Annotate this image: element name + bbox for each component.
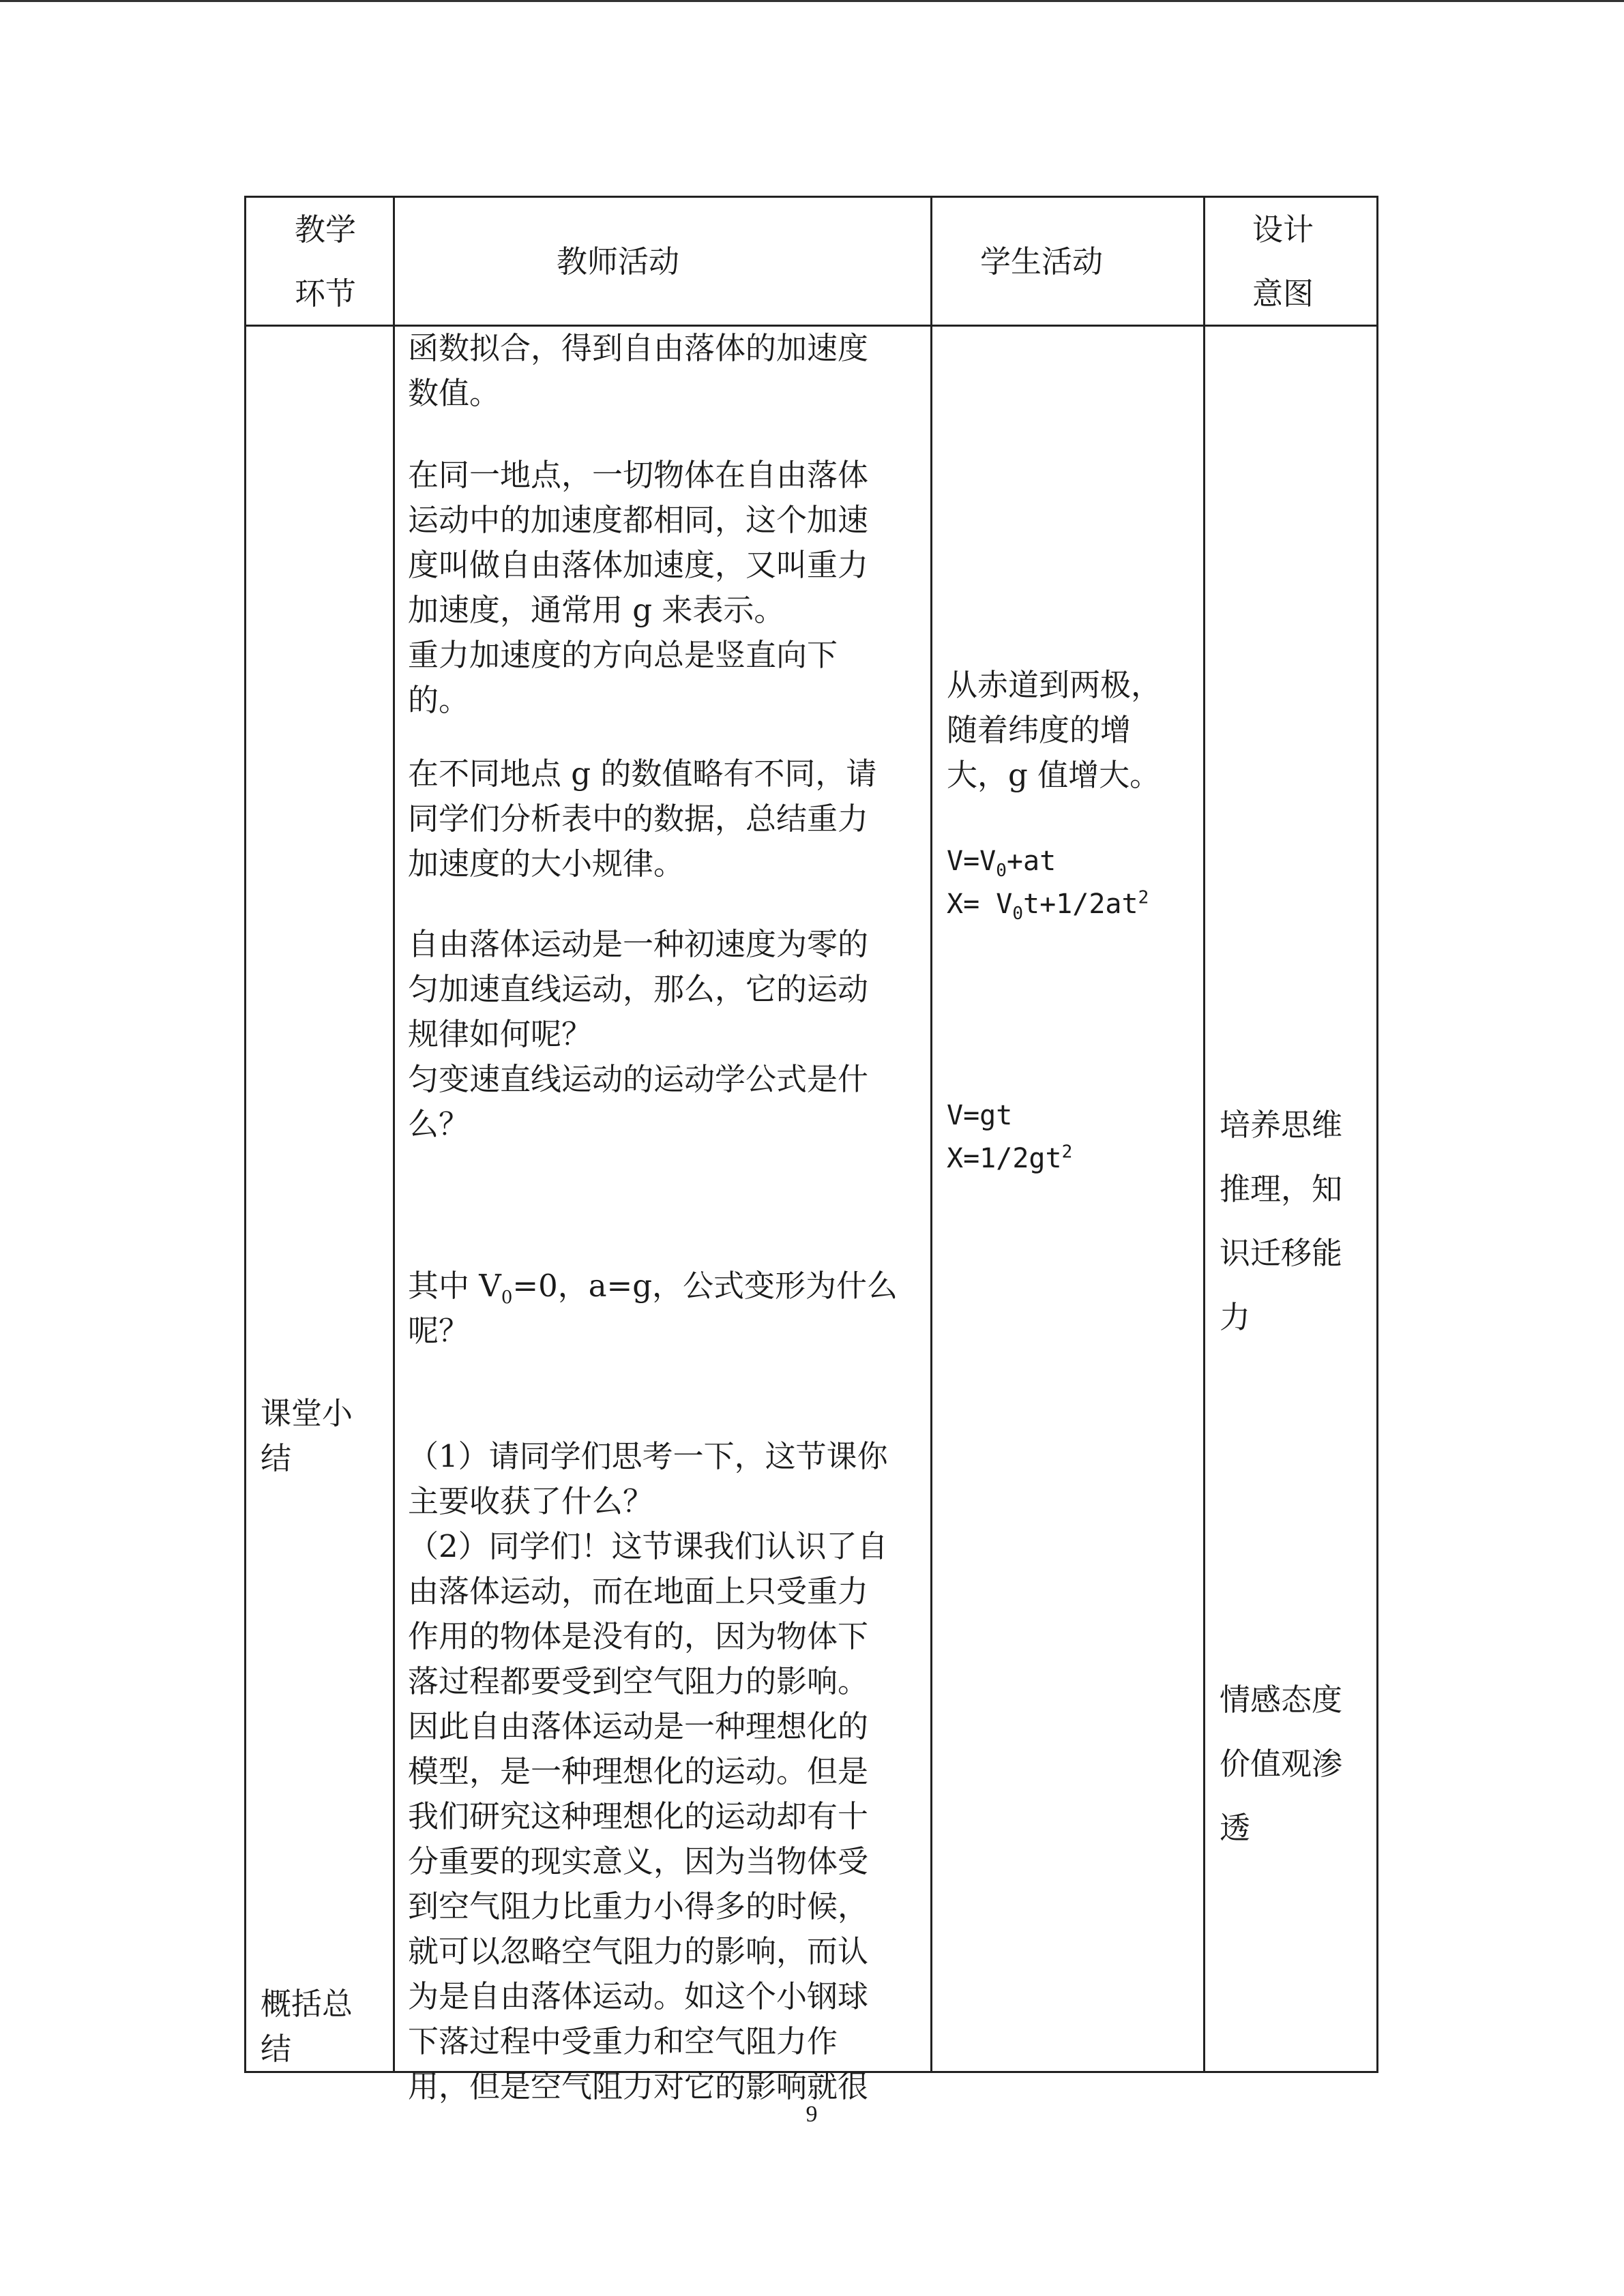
header-student-activity: 学生活动 [980, 243, 1104, 280]
table-divider-1 [393, 196, 395, 2073]
student-formula-free-fall-displacement: $X=1/2gt^2$ [947, 1142, 1073, 1174]
teacher-paragraph-6: （1）请同学们思考一下，这节课你 主要收获了什么？ （2）同学们！这节课我们认识了自 由落体运动，而在地面上只受重力 作用的物体是没有的，因为物体下 落过程都要受到空气阻力的影响。 因此自由落体运动是一种理想化的 模型，是一种理想化的运动。但是 我们研究这种理想化的运动却有十 分重要的现实意义，因为当物体受 到空气阻力比重力小得多的时候， 就可以忽略空气阻力的影响，而认 为是自由落体运动。如这个小钢球 下落过程中受重力和空气阻力作 用，但是空气阻力对它的影响就很 [408, 1438, 888, 2104]
teacher-paragraph-4: 自由落体运动是一种初速度为零的 匀加速直线运动，那么，它的运动 规律如何呢？ 匀变速直线运动的运动学公式是什 么？ [408, 926, 869, 1142]
student-formula-free-fall-velocity: V=gt [947, 1100, 1013, 1131]
design-intent-reasoning: 培养思维 推理，知 识迁移能 力 [1220, 1107, 1343, 1335]
header-teacher-activity: 教师活动 [557, 243, 680, 280]
teacher-paragraph-2: 在同一地点，一切物体在自由落体 运动中的加速度都相同，这个加速 度叫做自由落体加速度，又叫重力 加速度，通常用 g 来表示。 重力加速度的方向总是竖直向下 的。 [408, 457, 869, 718]
header-design-intent: 设计 意图 [1252, 211, 1314, 312]
header-stage: 教学 环节 [295, 211, 357, 312]
table-border-right [1376, 196, 1378, 2073]
table-divider-3 [1203, 196, 1205, 2073]
top-border [0, 0, 1624, 2]
table-border-top [244, 196, 1378, 198]
teacher-paragraph-5: 其中 $V_0=0$，a=g，公式变形为什么 呢？ [408, 1268, 898, 1349]
page-number: 9 [806, 2102, 818, 2127]
stage-label-conclusion: 概括总 结 [261, 1986, 353, 2067]
table-divider-2 [930, 196, 932, 2073]
student-formula-displacement: $X= V_0t+1/2at^2$ [947, 887, 1149, 924]
stage-label-summary: 课堂小 结 [261, 1395, 353, 1476]
table-border-left [244, 196, 246, 2073]
student-note-gravity: 从赤道到两极， 随着纬度的增 大，g 值增大。 [947, 667, 1162, 793]
teacher-paragraph-1: 函数拟合，得到自由落体的加速度 数值。 [408, 330, 869, 411]
design-intent-values: 情感态度 价值观渗 透 [1220, 1682, 1343, 1846]
teacher-paragraph-3: 在不同地点 g 的数值略有不同，请 同学们分析表中的数据，总结重力 加速度的大小规律。 [408, 756, 877, 882]
student-formula-velocity: $V=V_0+at$ [947, 846, 1057, 881]
